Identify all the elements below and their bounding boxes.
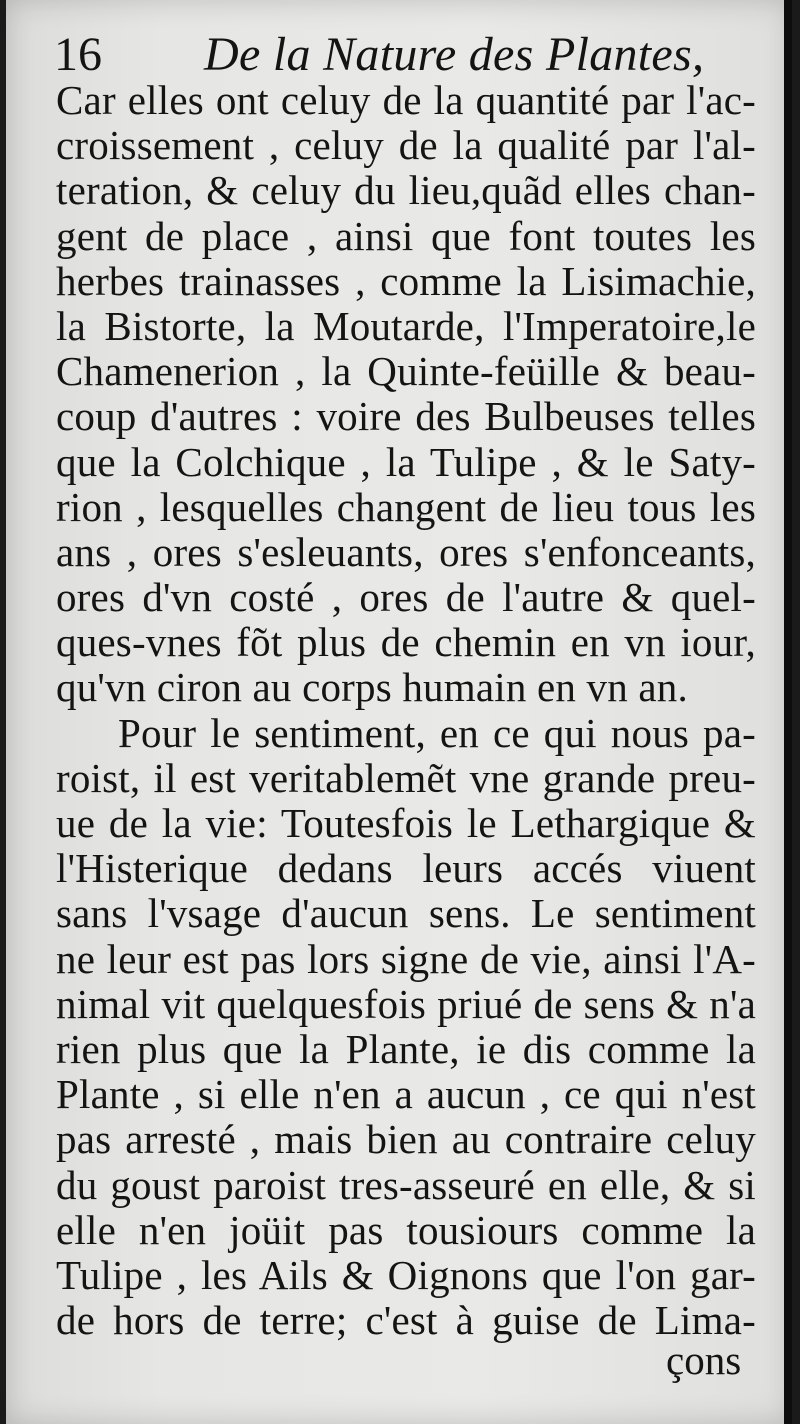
text-line: herbes trainasses , comme la Lisimachie, (56, 257, 756, 304)
catchword: çons (666, 1337, 742, 1383)
text-line: pas arresté , mais bien au contraire celuy (56, 1116, 756, 1163)
text-line: gent de place , ainsi que font toutes les (56, 212, 756, 259)
text-line: sans l'vsage d'aucun sens. Le sentiment (56, 890, 756, 937)
text-line: ores d'vn costé , ores de l'autre & quel- (56, 574, 756, 621)
text-line: de hors de terre; c'est à guise de Lima- (56, 1297, 756, 1344)
text-line: ne leur est pas lors signe de vie, ainsi l'A- (56, 935, 756, 982)
text-line: Plante , si elle n'en a aucun , ce qui n'est (56, 1071, 756, 1118)
text-line: qu'vn ciron au corps humain en vn an. (56, 664, 688, 711)
text-line: rien plus que la Plante, ie dis comme la (56, 1025, 756, 1072)
text-line: ans , ores s'esleuants, ores s'enfonceants, (56, 528, 756, 575)
page-number: 16 (54, 28, 102, 81)
text-line: elle n'en joüit pas tousiours comme la (56, 1206, 756, 1253)
text-line: Chamenerion , la Quinte-feüille & beau- (56, 348, 756, 395)
text-line: Car elles ont celuy de la quantité par l'ac- (56, 77, 756, 123)
page-edge-shadow (784, 0, 792, 1424)
text-line: Pour le sentiment, en ce qui nous pa- (118, 709, 756, 756)
text-line: roist, il est veritablemẽt vne grande preu- (56, 754, 756, 801)
book-page (6, 0, 792, 1424)
text-line: rion , lesquelles changent de lieu tous les (56, 483, 756, 530)
text-line: nimal vit quelquesfois priué de sens & n'a (56, 980, 756, 1027)
text-line: la Bistorte, la Moutarde, l'Imperatoire,le (56, 302, 756, 349)
text-line: que la Colchique , la Tulipe , & le Saty- (56, 438, 756, 485)
text-line: Tulipe , les Ails & Oignons que l'on gar- (56, 1251, 756, 1298)
text-line: coup d'autres : voire des Bulbeuses telles (56, 393, 756, 440)
text-line: teration, & celuy du lieu,quãd elles chan- (56, 167, 756, 214)
running-title: De la Nature des Plantes, (204, 28, 705, 81)
text-line: ue de la vie: Toutesfois le Lethargique & (56, 800, 756, 846)
text-line: ques-vnes fõt plus de chemin en vn iour, (56, 619, 756, 666)
text-line: du goust paroist tres-asseuré en elle, & si (56, 1161, 756, 1208)
text-line: croissement , celuy de la qualité par l'al- (56, 122, 756, 169)
text-line: l'Histerique dedans leurs accés viuent (56, 845, 756, 892)
body-text (56, 78, 756, 1343)
